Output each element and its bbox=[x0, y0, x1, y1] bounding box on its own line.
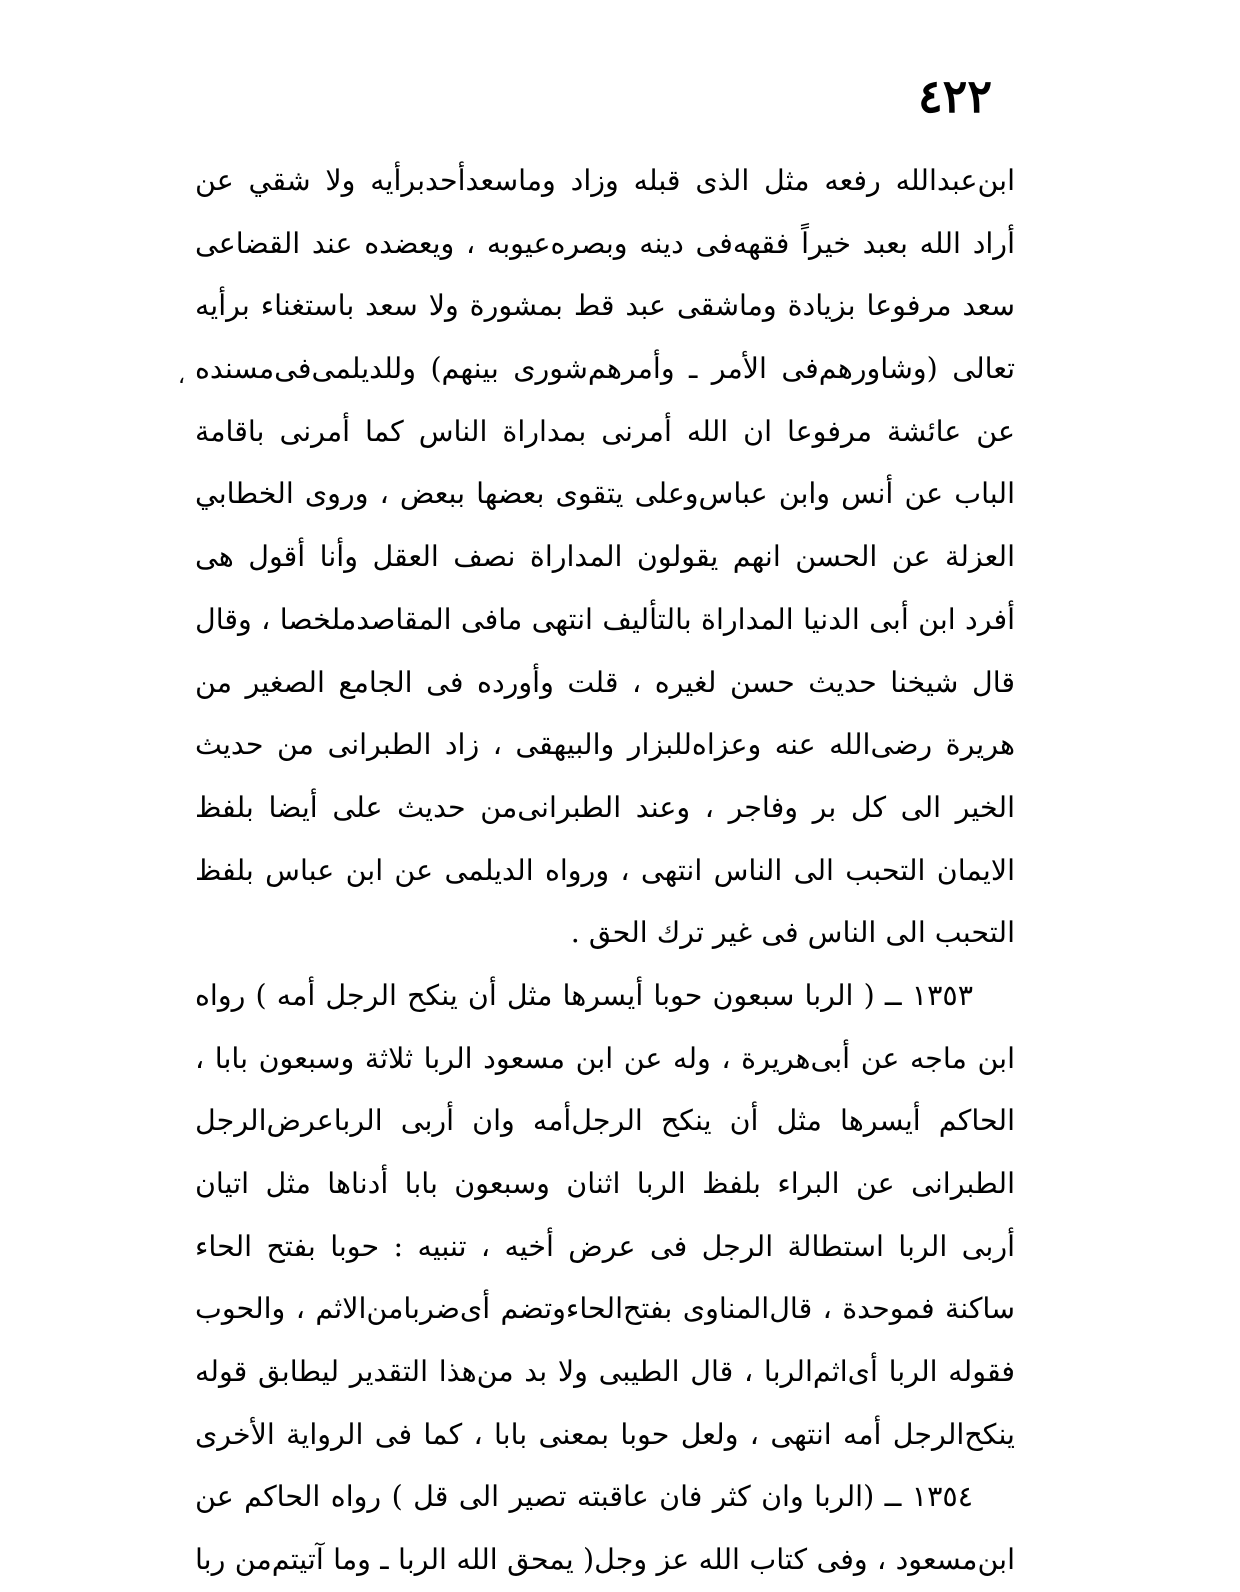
text-line-16: الحاكم أيسرها مثل أن ينكح الرجل‌أمه وان أربى الرباعرض‌الرجل bbox=[195, 1104, 1015, 1138]
text-line-5: عن عائشة مرفوعا ان الله أمرنى بمداراة الناس كما أمرنى باقامة bbox=[195, 414, 1015, 448]
text-line-13: التحبب الى الناس فى غير ترك الحق . bbox=[570, 916, 1015, 950]
text-line-1: ابن‌عبدالله رفعه مثل الذى قبله وزاد وماسعدأحدبرأيه ولا شقي عن bbox=[195, 164, 1015, 197]
text-line-3: سعد مرفوعا بزيادة وماشقى عبد قط بمشورة ولا سعد باستغناء برأيه bbox=[195, 289, 1015, 323]
text-line-8: أفرد ابن أبى الدنيا المداراة بالتأليف انتهى مافى المقاصدملخصا ، وقال bbox=[195, 602, 1015, 636]
text-line-4: تعالى (وشاورهم‌فى الأمر ـ وأمرهم‌شورى بينهم) وللديلمى‌فى‌مسنده bbox=[195, 352, 1015, 386]
text-line-18: أربى الربا استطالة الرجل فى عرض أخيه ، تنبيه : حوبا بفتح الحاء bbox=[195, 1229, 1015, 1263]
text-line-10: هريرة رضى‌الله عنه وعزاه‌للبزار والبيهقى ، زاد الطبرانى من حديث bbox=[195, 728, 1015, 762]
text-line-17: الطبرانى عن البراء بلفظ الربا اثنان وسبعون بابا أدناها مثل اتيان bbox=[195, 1167, 1015, 1200]
text-line-7: العزلة عن الحسن انهم يقولون المداراة نصف العقل وأنا أقول هى bbox=[195, 540, 1015, 574]
text-line-6: الباب عن أنس وابن عباس‌وعلى يتقوى بعضها ببعض ، وروى الخطابي bbox=[195, 477, 1015, 511]
text-line-12: الايمان التحبب الى الناس انتهى ، ورواه الديلمى عن ابن عباس بلفظ bbox=[195, 853, 1015, 887]
text-line-15: ابن ماجه عن أبى‌هريرة ، وله عن ابن مسعود الربا ثلاثة وسبعون بابا ، bbox=[195, 1041, 1015, 1075]
text-line-9: قال شيخنا حديث حسن لغيره ، قلت وأورده فى الجامع الصغير من bbox=[195, 665, 1015, 699]
margin-mark: ، bbox=[178, 364, 186, 389]
page-number: ٤٢٢ bbox=[917, 69, 993, 123]
text-line-20: فقوله الربا أى‌اثم‌الربا ، قال الطيبى ولا بد من‌هذا التقدير ليطابق قوله bbox=[195, 1355, 1015, 1389]
entry-1354-heading: ١٣٥٤ ــ (الربا وان كثر فان عاقبته تصير الى قل ) رواه الحاكم عن bbox=[195, 1480, 973, 1514]
text-line-2: أراد الله بعبد خيراً فقهه‌فى دينه وبصره‌عيوبه ، ويعضده عند القضاعى bbox=[195, 226, 1015, 260]
entry-1353-heading: ١٣٥٣ ــ ( الربا سبعون حوبا أيسرها مثل أن ينكح الرجل أمه ) رواه bbox=[195, 978, 973, 1012]
text-line-11: الخير الى كل بر وفاجر ، وعند الطبرانى‌من حديث على أيضا بلفظ bbox=[195, 790, 1015, 824]
text-line-19: ساكنة فموحدة ، قال‌المناوى بفتح‌الحاء‌وتضم أى‌ضربا‌من‌الاثم ، والحوب bbox=[195, 1292, 1015, 1326]
text-line-23: ابن‌مسعود ، وفى كتاب الله عز وجل( يمحق الله الربا ـ وما آتيتم‌من ربا bbox=[195, 1543, 1015, 1577]
text-line-21: ينكح‌الرجل أمه انتهى ، ولعل حوبا بمعنى بابا ، كما فى الرواية الأخرى bbox=[195, 1417, 1015, 1451]
body-text bbox=[195, 150, 1015, 1592]
